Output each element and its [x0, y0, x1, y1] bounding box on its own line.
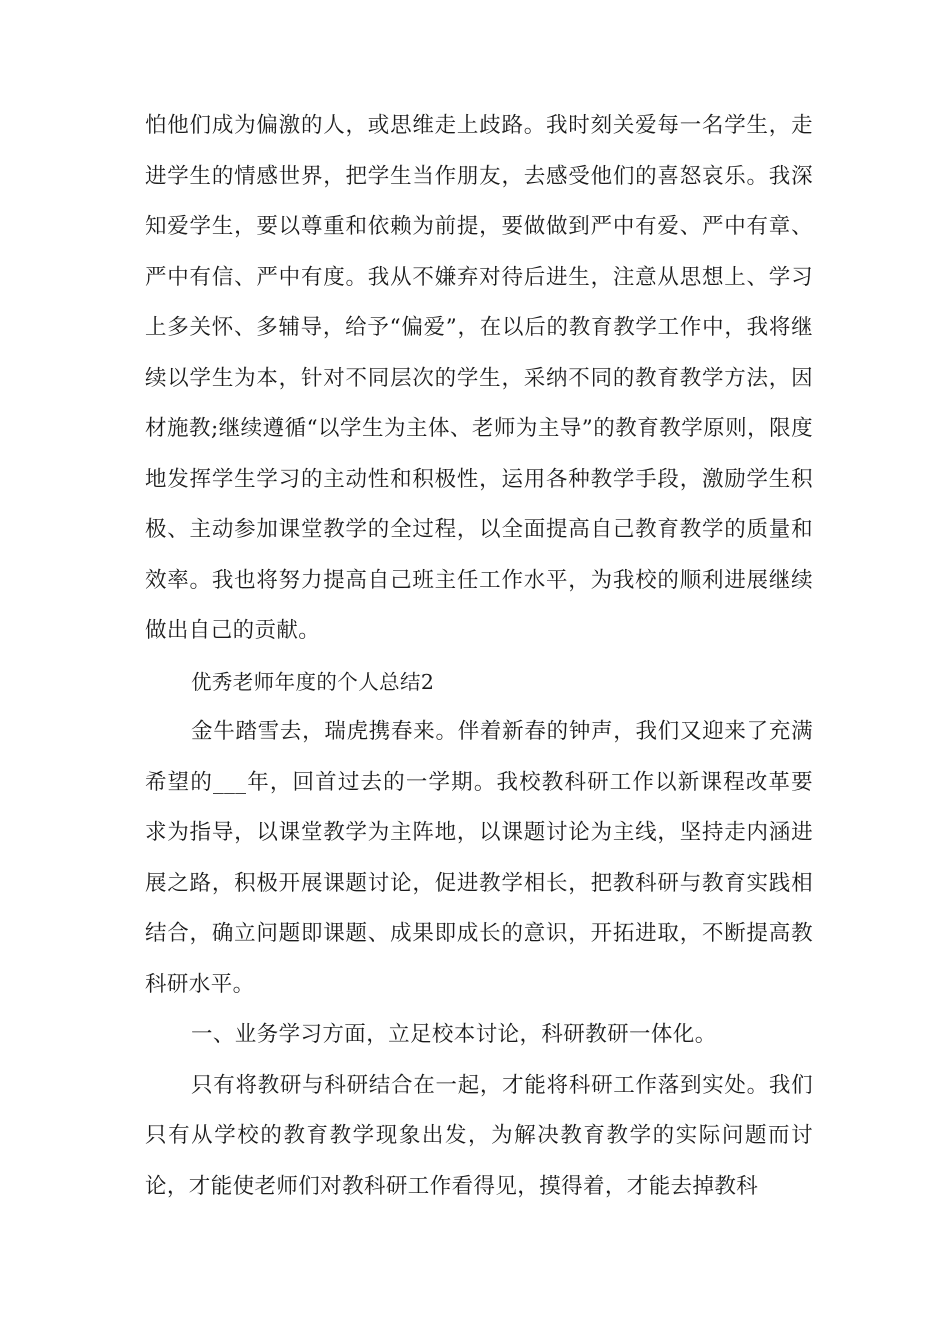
paragraph-body: 只有将教研与科研结合在一起，才能将科研工作落到实处。我们只有从学校的教育教学现象出发，为解决教育教学的实际问题而讨论，才能使老师们对教科研工作看得见，摸得着，才能去掉教科: [145, 1072, 813, 1199]
section-title: 优秀老师年度的个人总结2: [191, 669, 435, 694]
subsection-heading: 一、业务学习方面，立足校本讨论，科研教研一体化。: [191, 1022, 717, 1047]
document-body: [145, 101, 813, 1212]
paragraph-continuation: 怕他们成为偏激的人，或思维走上歧路。我时刻关爱每一名学生，走进学生的情感世界，把学生当作朋友，去感受他们的喜怒哀乐。我深知爱学生，要以尊重和依赖为前提，要做做到严中有爱、严中有章、严中有信、严中有度。我从不嫌弃对待后进生，注意从思想上、学习上多关怀、多辅导，给予“偏爱”，在以后的教育教学工作中，我将继续以学生为本，针对不同层次的学生，采纳不同的教育教学方法，因材施教;继续遵循“以学生为主体、老师为主导”的教育教学原则，限度地发挥学生学习的主动性和积极性，运用各种教学手段，激励学生积极、主动参加课堂教学的全过程，以全面提高自己教育教学的质量和效率。我也将努力提高自己班主任工作水平，为我校的顺利进展继续做出自己的贡献。: [145, 113, 813, 643]
paragraph-intro: 金牛踏雪去，瑞虎携春来。伴着新春的钟声，我们又迎来了充满希望的___年，回首过去的一学期。我校教科研工作以新课程改革要求为指导，以课堂教学为主阵地，以课题讨论为主线，坚持走内涵进展之路，积极开展课题讨论，促进教学相长，把教科研与教育实践相结合，确立问题即课题、成果即成长的意识，开拓进取，不断提高教科研水平。: [145, 719, 813, 997]
